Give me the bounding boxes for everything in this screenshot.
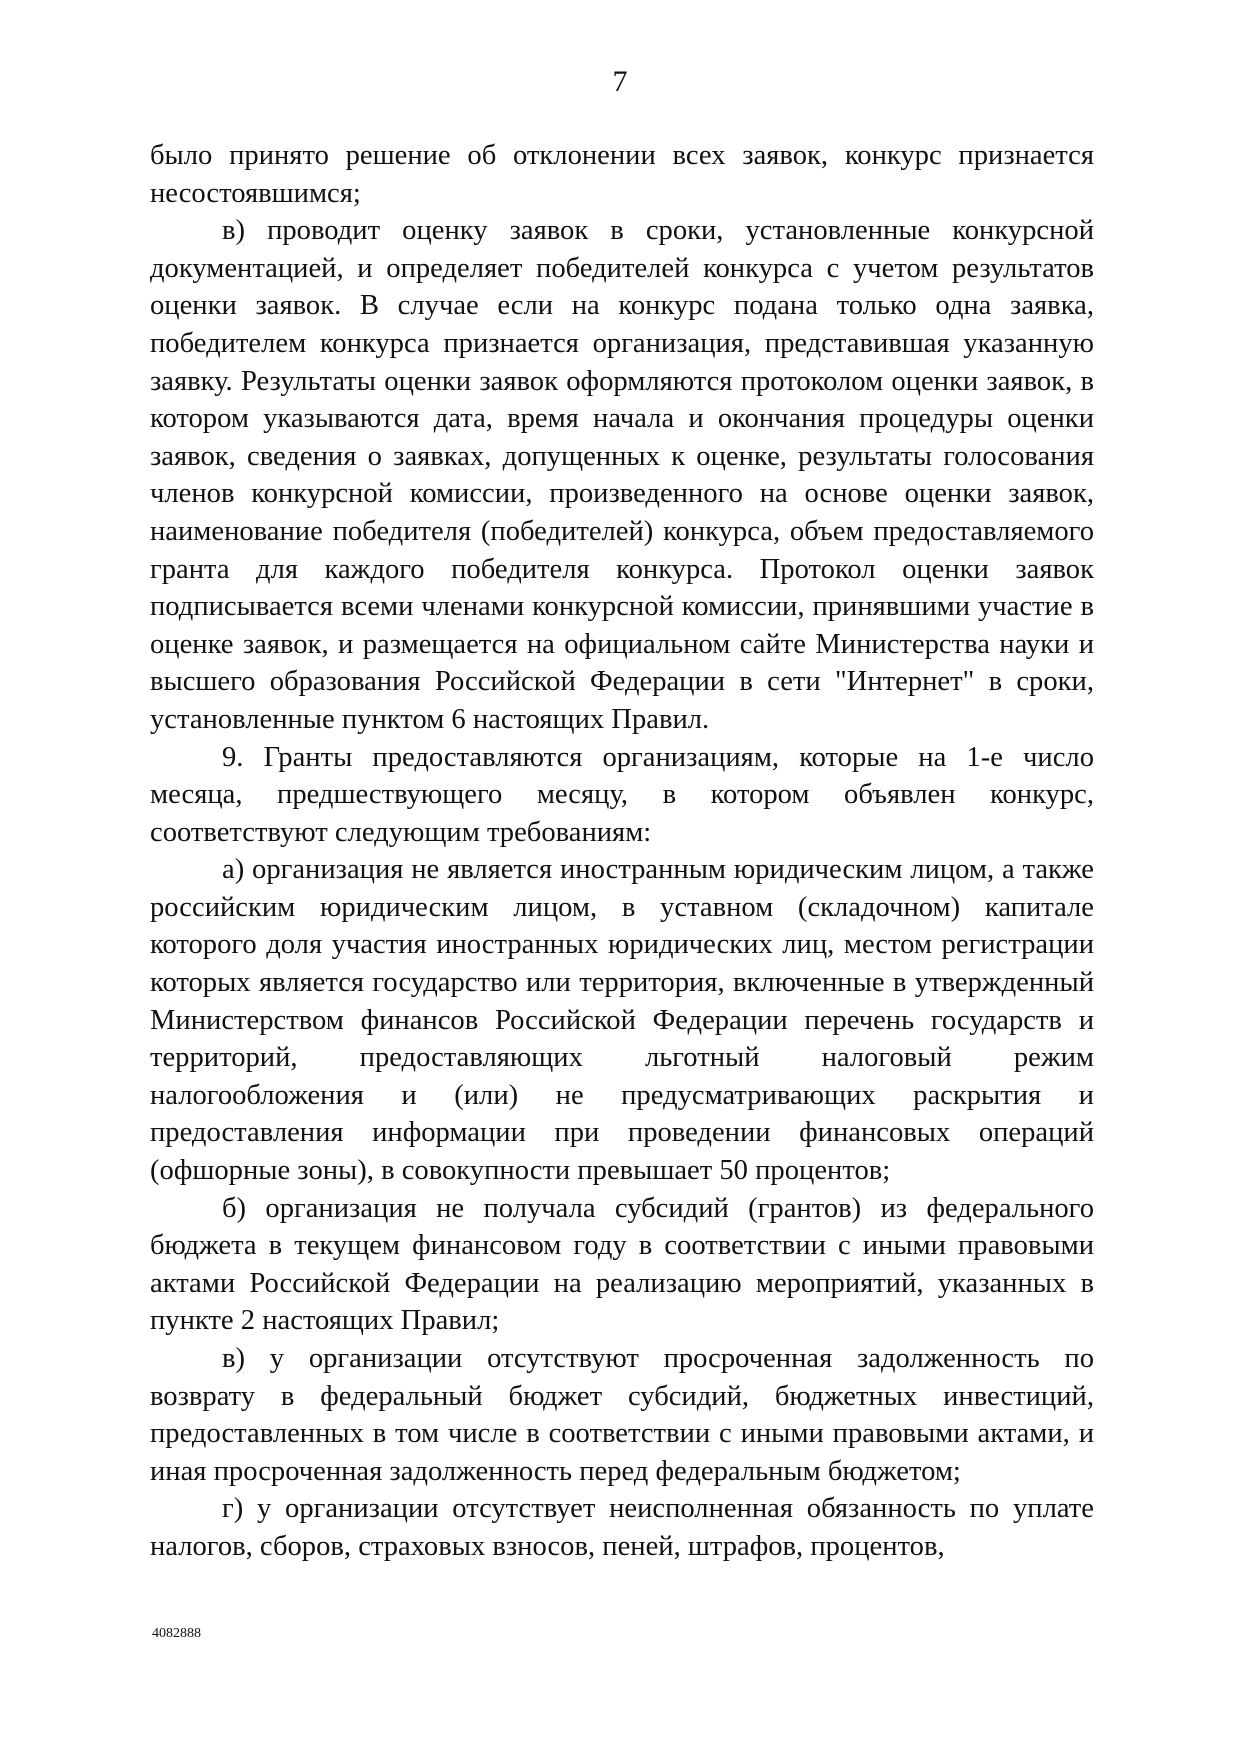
paragraph-item-g-tax-obligations: г) у организации отсутствует неисполненная обязанность по уплате налогов, сборов, страховых взносов, пеней, штрафов, процентов, <box>150 1493 1094 1562</box>
document-code: 4082888 <box>152 1626 201 1641</box>
document-body <box>150 137 1094 1566</box>
paragraph-continuation: было принято решение об отклонении всех заявок, конкурс признается несостоявшимся; <box>150 140 1094 209</box>
paragraph-item-v-no-debt: в) у организации отсутствуют просроченная задолженность по возврату в федеральный бюджет субсидий, бюджетных инвестиций, предоставленных в том числе в соответствии с иными правовыми актами, и иная просроченная задолженность перед федеральным бюджетом; <box>150 1343 1094 1487</box>
paragraph-item-b-no-subsidies: б) организация не получала субсидий (грантов) из федерального бюджета в текущем финансовом году в соответствии с иными правовыми актами Российской Федерации на реализацию мероприятий, указанных в пункте 2 настоящих Правил; <box>150 1192 1094 1337</box>
page-number: 7 <box>612 65 628 98</box>
paragraph-item-v-evaluation: в) проводит оценку заявок в сроки, установленные конкурсной документацией, и определяет победителей конкурса с учетом результатов оценки заявок. В случае если на конкурс подана только одна заявка, победителем конкурса признается организация, представившая указанную заявку. Результаты оценки заявок оформляются протоколом оценки заявок, в котором указываются дата, время начала и окончания процедуры оценки заявок, сведения о заявках, допущенных к оценке, результаты голосования членов конкурсной комиссии, произведенного на основе оценки заявок, наименование победителя (победителей) конкурса, объем предоставляемого гранта для каждого победителя конкурса. Протокол оценки заявок подписывается всеми членами конкурсной комиссии, принявшими участие в оценке заявок, и размещается на официальном сайте Министерства науки и высшего образования Российской Федерации в сети "Интернет" в сроки, установленные пунктом 6 настоящих Правил. <box>150 215 1094 735</box>
paragraph-9-grant-requirements: 9. Гранты предоставляются организациям, которые на 1-е число месяца, предшествующего месяцу, в котором объявлен конкурс, соответствуют следующим требованиям: <box>150 741 1094 848</box>
paragraph-item-a-foreign-entity: а) организация не является иностранным юридическим лицом, а также российским юридическим лицом, в уставном (складочном) капитале которого доля участия иностранных юридических лиц, местом регистрации которых является государство или территория, включенные в утвержденный Министерством финансов Российской Федерации перечень государств и территорий, предоставляющих льготный налоговый режим налогообложения и (или) не предусматривающих раскрытия и предоставления информации при проведении финансовых операций (офшорные зоны), в совокупности превышает 50 процентов; <box>150 854 1094 1187</box>
